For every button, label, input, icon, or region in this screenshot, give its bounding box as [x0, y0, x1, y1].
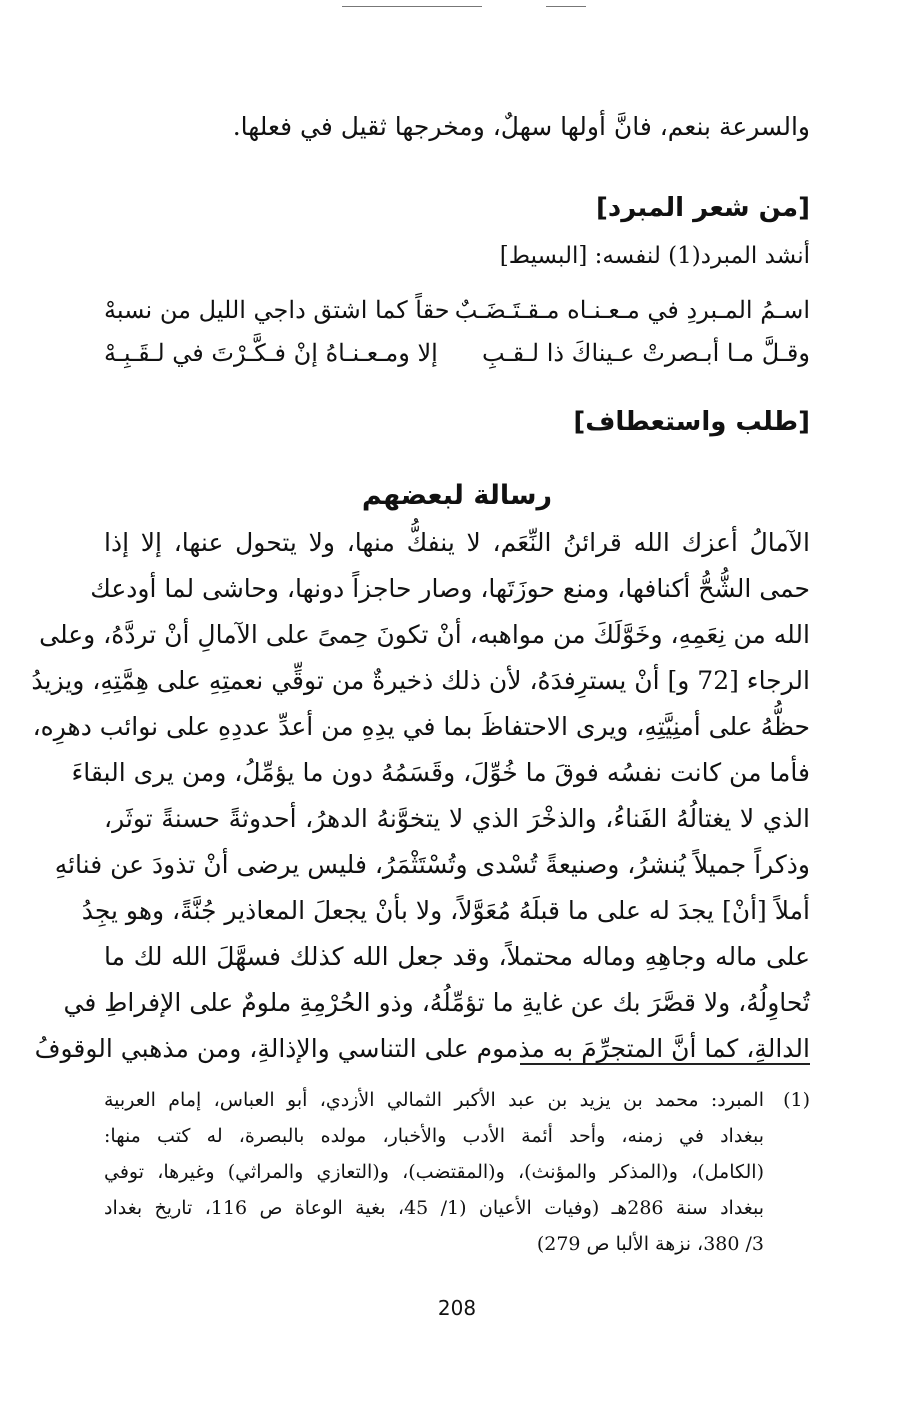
letter-line: الذي لا يغتالُهُ الفَناءُ، والذخْرَ الذي لا يتخوَّنهُ الدهرُ، أحدوثةً حسنةً توثَر، — [104, 804, 810, 833]
verse-row — [104, 290, 810, 330]
footnote-text: المبرد: محمد بن يزيد بن عبد الأكبر الثمالي الأزدي، أبو العباس، إمام العربية — [104, 1089, 764, 1111]
footnote-line: ببغداد في زمنه، وأحد أئمة الأدب والأخبار، مولده بالبصرة، له كتب منها: — [104, 1125, 764, 1147]
verse-second-hemistich: إلا ومـعـنـاهُ إنْ فـكَّـرْتَ في لـقَـبِـهْ — [104, 339, 438, 367]
footnote-line: (الكامل)، و(المذكر والمؤنث)، و(المقتضب)، و(التعازي والمراثي) وغيرها، توفي — [104, 1161, 764, 1183]
section-heading-request: [طلب واستعطاف] — [573, 407, 810, 437]
footnote-line: ببغداد سنة 286هـ (وفيات الأعيان (1/ 45، بغية الوعاة ص 116، تاريخ بغداد — [104, 1197, 764, 1219]
poem-intro: أنشد المبرد(1) لنفسه: [البسيط] — [499, 243, 810, 269]
continuation-line: والسرعة بنعم، فانَّ أولها سهلٌ، ومخرجها ثقيل في فعلها. — [232, 112, 810, 141]
verse-first-hemistich: وقـلَّ مـا أبـصرتْ عـيناكَ ذا لـقـبِ — [481, 339, 810, 367]
footnote-separator — [520, 1063, 810, 1065]
footnote-marker: (1) — [783, 1089, 810, 1111]
letter-line: الآمالُ أعزك الله قرائنُ النِّعَم، لا ينفكُّ منها، ولا يتحول عنها، إلا إذا — [104, 528, 810, 557]
letter-line: تُحاوِلُهُ، ولا قصَّرَ بك عن غايةِ ما تؤمِّلُهُ، وذو الحُرْمِةِ ملومٌ على الإفراطِ في — [63, 988, 810, 1017]
footnote-line: 3/ 380، نزهة الألبا ص 279) — [536, 1233, 764, 1255]
verse-row — [104, 333, 810, 373]
letter-line: أملاً [أنْ] يجدَ له على ما قبلَهُ مُعَوَّلاً، ولا بأنْ يجعلَ المعاذير جُنَّةً، وهو يجِدُ — [81, 896, 810, 925]
letter-line: الله من نِعَمِهِ، وخَوَّلَكَ من مواهبه، أنْ تكونَ حِمىً على الآمالِ أنْ تردَّهُ، وعلى — [39, 620, 810, 649]
page-number: 208 — [437, 1296, 477, 1320]
header-rule-right — [546, 6, 586, 7]
letter-line: الرجاء [72 و] أنْ يسترِفدَهُ، لأن ذلك ذخيرةٌ من توقِّي نعمتِهِ على هِمَّتِهِ، ويزيدُ — [31, 666, 810, 695]
verse-second-hemistich: حقاً كما اشتق داجي الليل من نسبهْ — [104, 296, 450, 324]
footnote-line — [104, 1082, 810, 1118]
letter-line: على ماله وجاهِهِ وماله محتملاً، وقد جعل الله كذلك فسهَّلَ الله لك ما — [104, 942, 810, 971]
section-heading-mubarrad-poetry: [من شعر المبرد] — [595, 193, 810, 223]
letter-line: فأما من كانت نفسُه فوقَ ما خُوِّلَ، وقَسَمُهُ دون ما يؤمِّلُ، ومن يرى البقاءَ — [71, 758, 810, 787]
letter-line: وذكراً جميلاً يُنشرُ، وصنيعةً تُسْدى وتُسْتَثْمَرُ، فليس يرضى أنْ تذودَ عن فنائهِ — [54, 850, 810, 879]
letter-line: الدالةِ، كما أنَّ المتجرِّمَ به مذموم على التناسي والإذالةِ، ومن مذهبي الوقوفُ — [34, 1034, 810, 1063]
verse-first-hemistich: اسـمُ المـبردِ في مـعـنـاه مـقـتَـضَـبٌ — [454, 296, 810, 324]
letter-line: حمى الشُّحُّ أكنافها، ومنع حوزَتَها، وصار حاجزاً دونها، وحاشى لما أودعك — [90, 574, 810, 603]
header-rule-left — [342, 6, 482, 7]
letter-line: حظُّهُ على أمنِيَّتِهِ، ويرى الاحتفاظَ بما في يدِهِ من أعدِّ عددِهِ على نوائب دهرِه، — [32, 712, 810, 741]
letter-title: رسالة لبعضهم — [361, 480, 553, 511]
